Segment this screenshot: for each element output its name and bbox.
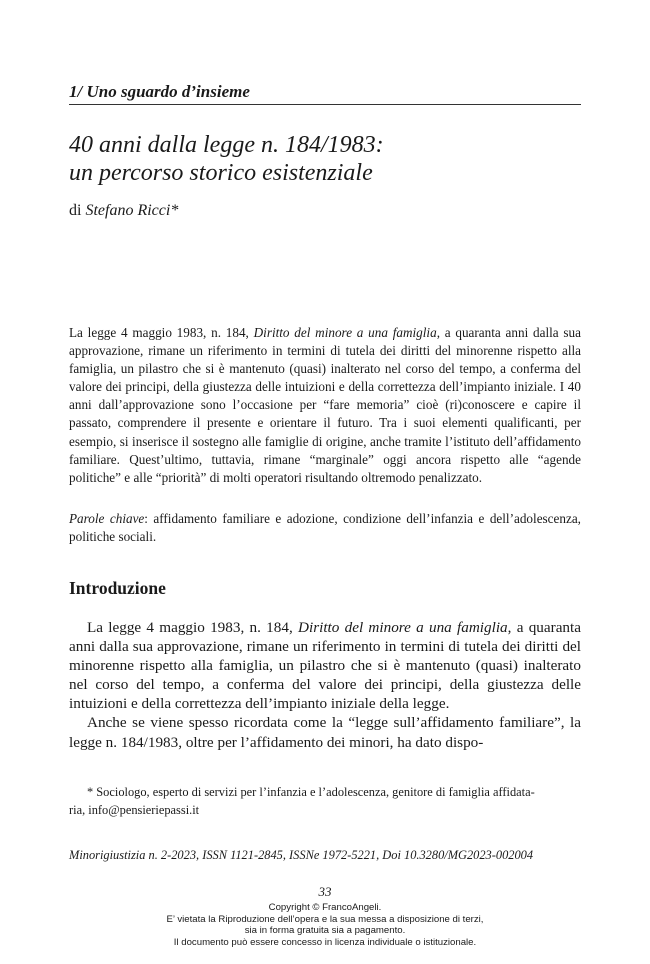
- keywords-text: : affidamento familiare e adozione, condizione dell’infanzia e dell’adolescenza, politiche sociali.: [69, 511, 581, 545]
- keywords: [69, 510, 581, 546]
- article-title-line-2: un percorso storico esistenziale: [69, 160, 373, 186]
- abstract-text-start: La legge 4 maggio 1983, n. 184,: [69, 325, 254, 340]
- section-divider: [69, 104, 581, 105]
- abstract-text-rest: , a quaranta anni dalla sua approvazione, rimane un riferimento in termini di tutela dei diritti del minorenne rispetto alla famiglia, un pilastro che si è mantenuto (quasi) inalterato nel corso del tempo, a conferma del valore dei principi, della giustezza delle intuizioni e della correttezza dell’impianto iniziale. I 40 anni dall’approvazione sono l’occasione per “fare memoria” cioè (ri)conoscere e capire il passato, comprendere il presente e orientare il futuro. Tra i suoi elementi qualificanti, per esempio, si inserisce il sostegno alle famiglie di origine, anche tramite l’istituto dell’affidamento familiare. Quest’ultimo, tuttavia, rimane “marginale” oggi ancora rispetto alle “agende politiche” e alle “priorità” di molti operatori risultando oltremodo penalizzato.: [69, 325, 581, 485]
- body-p1-rest: , a quaranta anni dalla sua approvazione, rimane un riferimento in termini di tutela dei diritti del minorenne rispetto alla famiglia, un pilastro che si è mantenuto (quasi) inalterato nel corso del tempo, a conferma del valore dei principi, della giustezza delle intuizioni e della correttezza dell’impianto iniziale della legge.: [69, 619, 581, 713]
- journal-citation: Minorigiustizia n. 2-2023, ISSN 1121-2845, ISSNe 1972-5221, Doi 10.3280/MG2023-002004: [69, 848, 534, 862]
- body-paragraph-2: Anche se viene spesso ricordata come la “legge sull’affidamento familiare”, la legge n. 184/1983, oltre per l’affidamento dei minori, ha dato dispo-: [69, 714, 581, 751]
- footnote-line-1: * Sociologo, esperto di servizi per l’infanzia e l’adolescenza, genitore di famiglia affidata-: [87, 785, 535, 799]
- copyright-line-3: sia in forma gratuita sia a pagamento.: [244, 925, 406, 937]
- section-heading: Introduzione: [69, 578, 166, 598]
- section-label: 1/ Uno sguardo d’insieme: [69, 82, 250, 101]
- article-title: [69, 131, 581, 187]
- footnote-line-2: ria, info@pensieriepassi.it: [69, 802, 200, 817]
- copyright-line-4: Il documento può essere concesso in licenza individuale o istituzionale.: [173, 936, 477, 948]
- body-paragraph-1: [69, 618, 581, 713]
- copyright-notice: [0, 902, 650, 948]
- footnote: [69, 784, 581, 819]
- byline-prefix: di: [69, 202, 86, 219]
- abstract: [69, 324, 581, 487]
- body-p1-law-title: Diritto del minore a una famiglia: [298, 619, 508, 636]
- article-title-line-1: 40 anni dalla legge n. 184/1983:: [69, 132, 384, 158]
- page-number: 33: [318, 884, 332, 899]
- abstract-law-title: Diritto del minore a una famiglia: [253, 325, 437, 340]
- copyright-line-1: Copyright © FrancoAngeli.: [268, 902, 382, 913]
- body-p1-start: La legge 4 maggio 1983, n. 184,: [87, 619, 298, 636]
- keywords-label: Parole chiave: [69, 511, 145, 526]
- copyright-line-2: E’ vietata la Riproduzione dell’opera e la sua messa a disposizione di terzi,: [166, 913, 484, 925]
- byline: [69, 202, 178, 220]
- body-text: [69, 618, 581, 752]
- author-name: Stefano Ricci*: [85, 202, 179, 219]
